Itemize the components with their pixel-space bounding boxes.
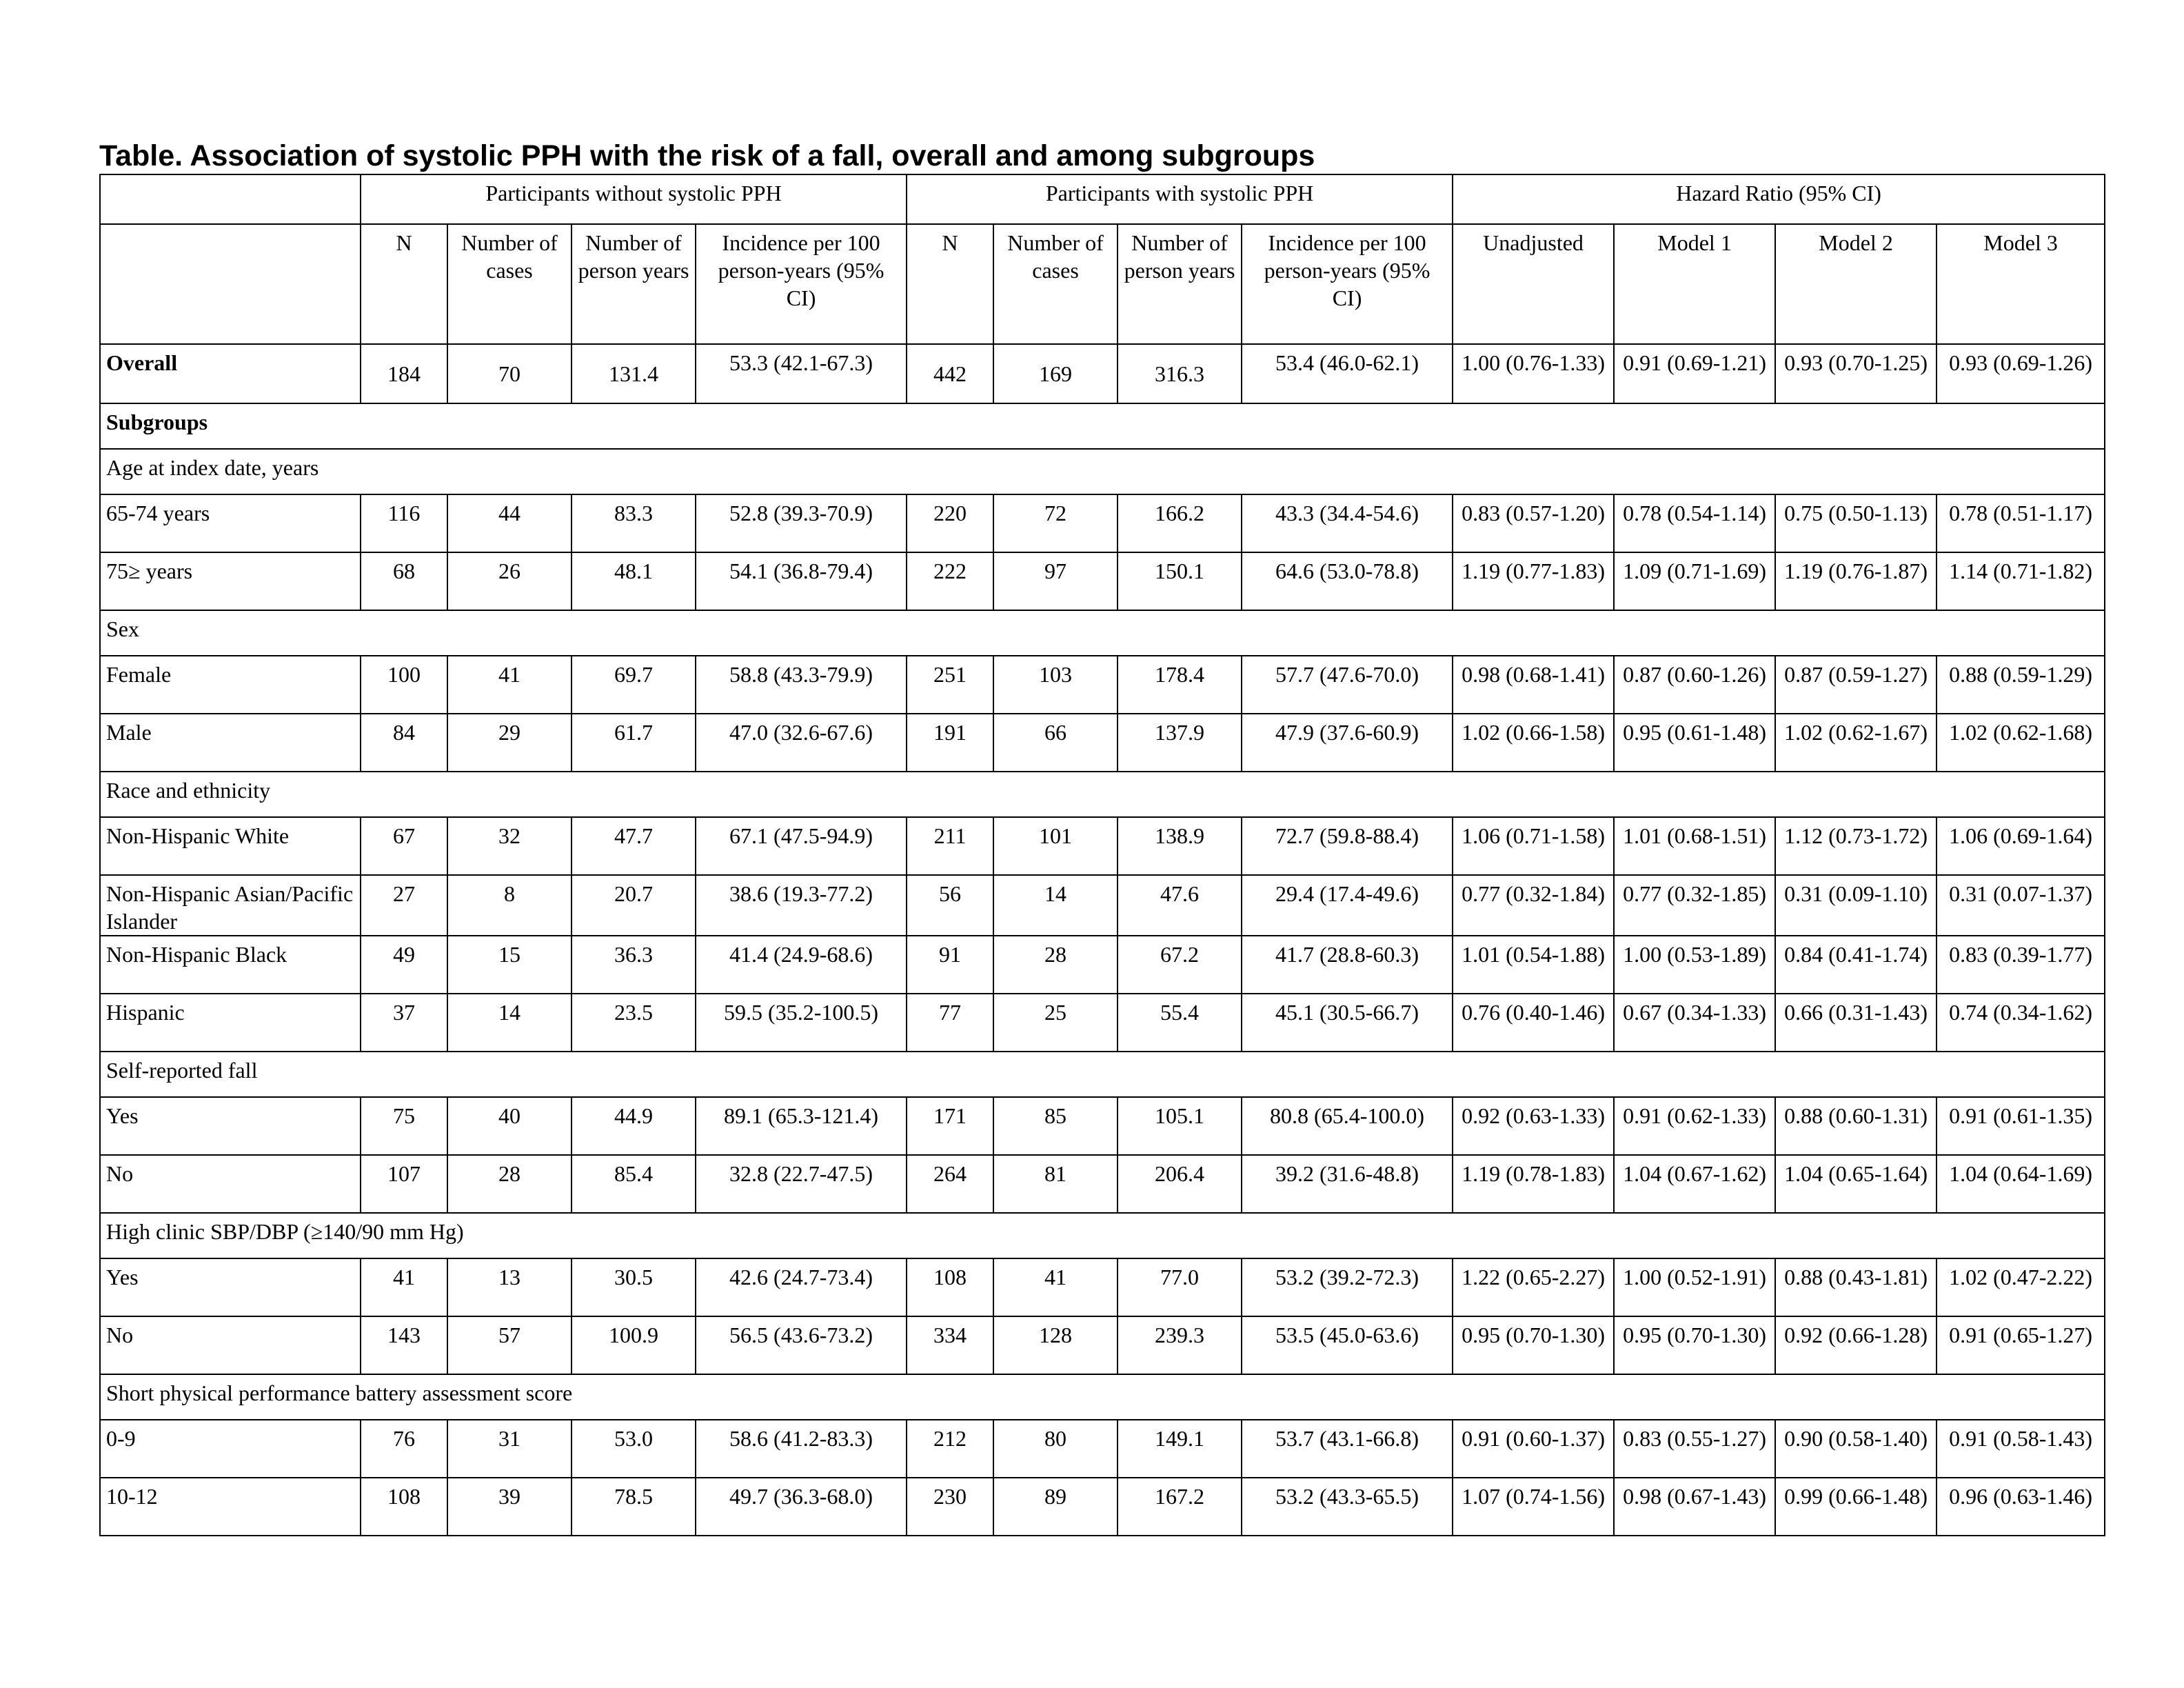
cell-cases-with: 66 [993,714,1118,772]
cell-n-with: 108 [907,1258,993,1316]
cell-n-with: 251 [907,656,993,714]
row-label: Yes [100,1097,361,1155]
cell-cases-with: 128 [993,1316,1118,1374]
cell-hr-unadjusted: 0.83 (0.57-1.20) [1453,494,1614,552]
table-row [100,1478,2105,1536]
cell-hr-model-3: 0.91 (0.65-1.27) [1937,1316,2105,1374]
cell-person-years-without: 30.5 [572,1258,696,1316]
cell-cases-without: 57 [447,1316,572,1374]
cell-cases-with: 25 [993,994,1118,1052]
cell-n-with: 230 [907,1478,993,1536]
table-row [100,1155,2105,1213]
cell-incidence-with: 72.7 (59.8-88.4) [1242,817,1453,875]
cell-incidence-with: 64.6 (53.0-78.8) [1242,552,1453,610]
section-label: High clinic SBP/DBP (≥140/90 mm Hg) [100,1213,2105,1258]
cell-n-without: 100 [361,656,447,714]
cell-n-without: 67 [361,817,447,875]
cell-incidence-with: 53.2 (43.3-65.5) [1242,1478,1453,1536]
cell-n-without: 27 [361,875,447,936]
table-row [100,875,2105,936]
cell-cases-without: 39 [447,1478,572,1536]
cell-cases-without: 14 [447,994,572,1052]
cell-hr-unadjusted: 1.00 (0.76-1.33) [1453,344,1614,403]
col-header-cases: Number of cases [447,224,572,344]
table-body [100,174,2105,1536]
cell-cases-with: 89 [993,1478,1118,1536]
section-header-row [100,1052,2105,1097]
cell-hr-model-3: 0.91 (0.61-1.35) [1937,1097,2105,1155]
col-header-model-2: Model 2 [1775,224,1937,344]
cell-cases-without: 15 [447,936,572,994]
cell-hr-model-1: 1.04 (0.67-1.62) [1614,1155,1775,1213]
cell-person-years-without: 69.7 [572,656,696,714]
col-header-unadjusted: Unadjusted [1453,224,1614,344]
cell-n-without: 68 [361,552,447,610]
cell-incidence-with: 53.5 (45.0-63.6) [1242,1316,1453,1374]
cell-hr-model-2: 0.88 (0.43-1.81) [1775,1258,1937,1316]
cell-n-without: 107 [361,1155,447,1213]
section-label: Age at index date, years [100,449,2105,494]
cell-incidence-without: 52.8 (39.3-70.9) [696,494,907,552]
cell-incidence-with: 53.2 (39.2-72.3) [1242,1258,1453,1316]
cell-hr-model-3: 0.88 (0.59-1.29) [1937,656,2105,714]
table-row [100,1420,2105,1478]
section-header-row [100,449,2105,494]
cell-cases-with: 81 [993,1155,1118,1213]
col-header-incidence: Incidence per 100 person-years (95% CI) [696,224,907,344]
cell-hr-model-3: 0.74 (0.34-1.62) [1937,994,2105,1052]
cell-hr-model-1: 0.78 (0.54-1.14) [1614,494,1775,552]
table-row [100,936,2105,994]
cell-cases-with: 97 [993,552,1118,610]
cell-n-without: 108 [361,1478,447,1536]
cell-hr-model-2: 1.19 (0.76-1.87) [1775,552,1937,610]
cell-hr-model-1: 1.00 (0.53-1.89) [1614,936,1775,994]
cell-person-years-with: 55.4 [1118,994,1242,1052]
cell-person-years-without: 23.5 [572,994,696,1052]
cell-incidence-with: 57.7 (47.6-70.0) [1242,656,1453,714]
cell-person-years-without: 44.9 [572,1097,696,1155]
group-header-hazard-ratio: Hazard Ratio (95% CI) [1453,174,2105,224]
cell-n-without: 41 [361,1258,447,1316]
cell-hr-model-1: 0.95 (0.61-1.48) [1614,714,1775,772]
table-title: Table. Association of systolic PPH with the risk of a fall, overall and among subgroups [99,139,1315,172]
cell-hr-model-1: 1.01 (0.68-1.51) [1614,817,1775,875]
row-label: Non-Hispanic Asian/Pacific Islander [100,875,361,936]
cell-hr-model-2: 0.90 (0.58-1.40) [1775,1420,1937,1478]
cell-incidence-without: 89.1 (65.3-121.4) [696,1097,907,1155]
cell-person-years-with: 150.1 [1118,552,1242,610]
cell-hr-model-3: 0.78 (0.51-1.17) [1937,494,2105,552]
cell-incidence-without: 56.5 (43.6-73.2) [696,1316,907,1374]
cell-incidence-without: 38.6 (19.3-77.2) [696,875,907,936]
cell-person-years-with: 206.4 [1118,1155,1242,1213]
cell-incidence-without: 54.1 (36.8-79.4) [696,552,907,610]
cell-person-years-without: 78.5 [572,1478,696,1536]
cell-hr-unadjusted: 1.19 (0.77-1.83) [1453,552,1614,610]
cell-hr-model-1: 0.77 (0.32-1.85) [1614,875,1775,936]
cell-hr-unadjusted: 0.76 (0.40-1.46) [1453,994,1614,1052]
cell-person-years-without: 47.7 [572,817,696,875]
cell-hr-model-3: 0.93 (0.69-1.26) [1937,344,2105,403]
group-header-without: Participants without systolic PPH [361,174,907,224]
cell-n-with: 171 [907,1097,993,1155]
cell-hr-model-3: 1.02 (0.62-1.68) [1937,714,2105,772]
col-header-person-years: Number of person years [572,224,696,344]
row-label: 65-74 years [100,494,361,552]
cell-incidence-with: 41.7 (28.8-60.3) [1242,936,1453,994]
cell-incidence-with: 80.8 (65.4-100.0) [1242,1097,1453,1155]
cell-hr-model-2: 1.02 (0.62-1.67) [1775,714,1937,772]
cell-person-years-without: 83.3 [572,494,696,552]
cell-hr-model-3: 0.91 (0.58-1.43) [1937,1420,2105,1478]
results-table [99,174,2105,1536]
cell-cases-with: 41 [993,1258,1118,1316]
cell-person-years-without: 100.9 [572,1316,696,1374]
cell-cases-with: 169 [993,344,1118,403]
cell-person-years-with: 167.2 [1118,1478,1242,1536]
cell-n-with: 334 [907,1316,993,1374]
cell-n-without: 84 [361,714,447,772]
subgroups-row [100,403,2105,449]
cell-n-with: 264 [907,1155,993,1213]
cell-hr-model-2: 0.75 (0.50-1.13) [1775,494,1937,552]
cell-incidence-with: 53.7 (43.1-66.8) [1242,1420,1453,1478]
cell-cases-with: 85 [993,1097,1118,1155]
cell-n-with: 77 [907,994,993,1052]
group-header-with: Participants with systolic PPH [907,174,1453,224]
section-header-row [100,1213,2105,1258]
table-row [100,817,2105,875]
cell-person-years-without: 131.4 [572,344,696,403]
cell-incidence-with: 29.4 (17.4-49.6) [1242,875,1453,936]
cell-incidence-with: 45.1 (30.5-66.7) [1242,994,1453,1052]
cell-hr-model-1: 0.67 (0.34-1.33) [1614,994,1775,1052]
cell-person-years-without: 36.3 [572,936,696,994]
row-label: 10-12 [100,1478,361,1536]
row-label: Yes [100,1258,361,1316]
cell-incidence-without: 59.5 (35.2-100.5) [696,994,907,1052]
cell-incidence-without: 67.1 (47.5-94.9) [696,817,907,875]
cell-person-years-with: 137.9 [1118,714,1242,772]
cell-hr-unadjusted: 1.06 (0.71-1.58) [1453,817,1614,875]
cell-incidence-without: 58.6 (41.2-83.3) [696,1420,907,1478]
cell-person-years-without: 20.7 [572,875,696,936]
cell-incidence-with: 47.9 (37.6-60.9) [1242,714,1453,772]
cell-incidence-with: 43.3 (34.4-54.6) [1242,494,1453,552]
cell-n-without: 49 [361,936,447,994]
section-label: Self-reported fall [100,1052,2105,1097]
cell-n-without: 37 [361,994,447,1052]
cell-hr-model-2: 1.04 (0.65-1.64) [1775,1155,1937,1213]
column-header-row [100,224,2105,344]
cell-cases-without: 28 [447,1155,572,1213]
cell-incidence-without: 47.0 (32.6-67.6) [696,714,907,772]
cell-hr-unadjusted: 0.92 (0.63-1.33) [1453,1097,1614,1155]
cell-cases-without: 32 [447,817,572,875]
row-label: 75≥ years [100,552,361,610]
cell-hr-model-1: 0.98 (0.67-1.43) [1614,1478,1775,1536]
row-label-overall: Overall [100,344,361,403]
cell-person-years-with: 239.3 [1118,1316,1242,1374]
cell-hr-model-1: 1.00 (0.52-1.91) [1614,1258,1775,1316]
cell-hr-unadjusted: 1.01 (0.54-1.88) [1453,936,1614,994]
cell-hr-model-2: 0.87 (0.59-1.27) [1775,656,1937,714]
cell-cases-without: 26 [447,552,572,610]
cell-person-years-without: 53.0 [572,1420,696,1478]
table-row [100,1097,2105,1155]
cell-hr-model-1: 0.87 (0.60-1.26) [1614,656,1775,714]
cell-cases-with: 72 [993,494,1118,552]
cell-hr-unadjusted: 1.07 (0.74-1.56) [1453,1478,1614,1536]
row-label: 0-9 [100,1420,361,1478]
table-row [100,994,2105,1052]
cell-incidence-without: 53.3 (42.1-67.3) [696,344,907,403]
cell-n-with: 211 [907,817,993,875]
col-header-n: N [361,224,447,344]
cell-cases-without: 41 [447,656,572,714]
cell-hr-unadjusted: 0.91 (0.60-1.37) [1453,1420,1614,1478]
corner-cell-2 [100,224,361,344]
section-label: Sex [100,610,2105,656]
cell-hr-model-2: 0.66 (0.31-1.43) [1775,994,1937,1052]
cell-hr-model-1: 0.91 (0.69-1.21) [1614,344,1775,403]
corner-cell [100,174,361,224]
cell-person-years-with: 138.9 [1118,817,1242,875]
row-label: Non-Hispanic White [100,817,361,875]
cell-hr-unadjusted: 0.77 (0.32-1.84) [1453,875,1614,936]
cell-cases-without: 29 [447,714,572,772]
cell-incidence-without: 41.4 (24.9-68.6) [696,936,907,994]
cell-hr-unadjusted: 1.02 (0.66-1.58) [1453,714,1614,772]
cell-n-without: 184 [361,344,447,403]
cell-person-years-with: 67.2 [1118,936,1242,994]
cell-n-without: 116 [361,494,447,552]
cell-n-with: 220 [907,494,993,552]
col-header-model-1: Model 1 [1614,224,1775,344]
cell-incidence-without: 42.6 (24.7-73.4) [696,1258,907,1316]
cell-hr-unadjusted: 1.19 (0.78-1.83) [1453,1155,1614,1213]
cell-n-without: 75 [361,1097,447,1155]
cell-hr-model-2: 0.31 (0.09-1.10) [1775,875,1937,936]
cell-hr-unadjusted: 0.95 (0.70-1.30) [1453,1316,1614,1374]
cell-cases-without: 8 [447,875,572,936]
table-row [100,714,2105,772]
cell-hr-model-1: 0.95 (0.70-1.30) [1614,1316,1775,1374]
cell-person-years-without: 61.7 [572,714,696,772]
table-row [100,656,2105,714]
cell-n-with: 91 [907,936,993,994]
col-header-model-3: Model 3 [1937,224,2105,344]
cell-cases-without: 44 [447,494,572,552]
col-header-cases: Number of cases [993,224,1118,344]
cell-cases-with: 80 [993,1420,1118,1478]
cell-incidence-without: 58.8 (43.3-79.9) [696,656,907,714]
cell-cases-with: 28 [993,936,1118,994]
cell-person-years-with: 178.4 [1118,656,1242,714]
cell-n-with: 212 [907,1420,993,1478]
table-row [100,1258,2105,1316]
section-header-row [100,1374,2105,1420]
cell-hr-unadjusted: 0.98 (0.68-1.41) [1453,656,1614,714]
cell-cases-with: 101 [993,817,1118,875]
cell-hr-model-1: 0.91 (0.62-1.33) [1614,1097,1775,1155]
row-label: Female [100,656,361,714]
overall-row [100,344,2105,403]
cell-person-years-with: 316.3 [1118,344,1242,403]
section-label: Short physical performance battery assessment score [100,1374,2105,1420]
cell-hr-model-2: 0.88 (0.60-1.31) [1775,1097,1937,1155]
cell-hr-model-3: 1.14 (0.71-1.82) [1937,552,2105,610]
cell-n-with: 222 [907,552,993,610]
row-label: Non-Hispanic Black [100,936,361,994]
row-label: No [100,1155,361,1213]
cell-n-without: 76 [361,1420,447,1478]
cell-n-with: 191 [907,714,993,772]
cell-incidence-with: 53.4 (46.0-62.1) [1242,344,1453,403]
cell-hr-model-2: 0.92 (0.66-1.28) [1775,1316,1937,1374]
cell-cases-without: 31 [447,1420,572,1478]
section-header-row [100,610,2105,656]
col-header-n: N [907,224,993,344]
cell-hr-model-3: 1.04 (0.64-1.69) [1937,1155,2105,1213]
cell-person-years-without: 48.1 [572,552,696,610]
cell-person-years-with: 47.6 [1118,875,1242,936]
cell-hr-model-1: 0.83 (0.55-1.27) [1614,1420,1775,1478]
cell-cases-with: 103 [993,656,1118,714]
cell-hr-model-3: 0.96 (0.63-1.46) [1937,1478,2105,1536]
row-label: No [100,1316,361,1374]
cell-hr-model-3: 1.06 (0.69-1.64) [1937,817,2105,875]
cell-hr-model-2: 0.99 (0.66-1.48) [1775,1478,1937,1536]
col-header-incidence: Incidence per 100 person-years (95% CI) [1242,224,1453,344]
group-header-row [100,174,2105,224]
cell-cases-without: 40 [447,1097,572,1155]
cell-cases-without: 13 [447,1258,572,1316]
cell-hr-model-2: 0.93 (0.70-1.25) [1775,344,1937,403]
table-row [100,494,2105,552]
cell-hr-unadjusted: 1.22 (0.65-2.27) [1453,1258,1614,1316]
section-label: Race and ethnicity [100,772,2105,817]
subgroups-label: Subgroups [100,403,2105,449]
table-row [100,1316,2105,1374]
cell-person-years-with: 149.1 [1118,1420,1242,1478]
cell-hr-model-1: 1.09 (0.71-1.69) [1614,552,1775,610]
cell-hr-model-3: 0.83 (0.39-1.77) [1937,936,2105,994]
col-header-person-years: Number of person years [1118,224,1242,344]
cell-hr-model-2: 1.12 (0.73-1.72) [1775,817,1937,875]
cell-person-years-with: 166.2 [1118,494,1242,552]
cell-cases-with: 14 [993,875,1118,936]
row-label: Hispanic [100,994,361,1052]
cell-incidence-without: 49.7 (36.3-68.0) [696,1478,907,1536]
section-header-row [100,772,2105,817]
cell-n-with: 442 [907,344,993,403]
cell-hr-model-2: 0.84 (0.41-1.74) [1775,936,1937,994]
table-row [100,552,2105,610]
row-label: Male [100,714,361,772]
cell-n-with: 56 [907,875,993,936]
cell-person-years-with: 105.1 [1118,1097,1242,1155]
cell-cases-without: 70 [447,344,572,403]
cell-n-without: 143 [361,1316,447,1374]
cell-person-years-without: 85.4 [572,1155,696,1213]
cell-hr-model-3: 0.31 (0.07-1.37) [1937,875,2105,936]
cell-person-years-with: 77.0 [1118,1258,1242,1316]
cell-hr-model-3: 1.02 (0.47-2.22) [1937,1258,2105,1316]
cell-incidence-without: 32.8 (22.7-47.5) [696,1155,907,1213]
cell-incidence-with: 39.2 (31.6-48.8) [1242,1155,1453,1213]
